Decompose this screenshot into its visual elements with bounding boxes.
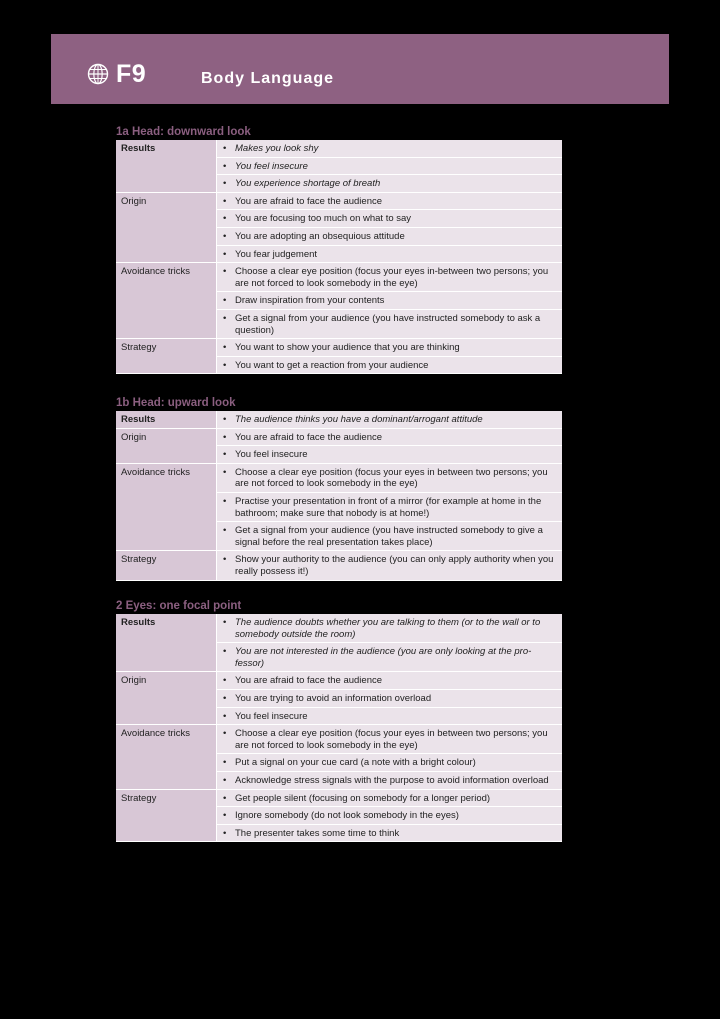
bullet-icon: • bbox=[223, 774, 227, 786]
item-text: Get people silent (focusing on somebody for a longer period) bbox=[235, 792, 491, 804]
info-table bbox=[116, 614, 562, 842]
bullet-icon: • bbox=[223, 710, 227, 722]
table-row bbox=[116, 429, 562, 447]
row-label: Avoidance tricks bbox=[116, 464, 217, 552]
list-item bbox=[217, 772, 562, 790]
list-item bbox=[217, 464, 562, 493]
row-label: Strategy bbox=[116, 551, 217, 580]
bullet-icon: • bbox=[223, 692, 227, 704]
item-text: You are focusing too much on what to say bbox=[235, 213, 412, 225]
table-row bbox=[116, 672, 562, 690]
item-text: You experience shortage of breath bbox=[235, 178, 381, 190]
row-label: Origin bbox=[116, 672, 217, 725]
row-label: Results bbox=[116, 140, 217, 193]
table-row bbox=[116, 263, 562, 292]
bullet-icon: • bbox=[223, 792, 227, 804]
row-label: Results bbox=[116, 411, 217, 429]
item-text: Get a signal from your audience (you have instructed somebody to ask a question) bbox=[235, 312, 541, 336]
bullet-icon: • bbox=[223, 213, 227, 225]
bullet-icon: • bbox=[223, 617, 227, 628]
bullet-icon: • bbox=[223, 554, 227, 566]
item-text: You are trying to avoid an information overload bbox=[235, 692, 432, 704]
item-text: You are afraid to face the audience bbox=[235, 195, 383, 207]
item-text: You want to show your audience that you are thinking bbox=[235, 342, 460, 354]
bullet-icon: • bbox=[223, 728, 227, 740]
item-text: Makes you look shy bbox=[235, 143, 319, 154]
section-eyes-focal-point bbox=[116, 599, 562, 842]
item-text: You want to get a reaction from your audience bbox=[235, 359, 429, 371]
bullet-icon: • bbox=[223, 495, 227, 507]
item-text: Put a signal on your cue card (a note with a bright colour) bbox=[235, 757, 476, 769]
bullet-icon: • bbox=[223, 827, 227, 839]
bullet-icon: • bbox=[223, 810, 227, 822]
bullet-icon: • bbox=[223, 359, 227, 371]
table-row bbox=[116, 790, 562, 808]
row-label: Strategy bbox=[116, 339, 217, 374]
list-item bbox=[217, 790, 562, 808]
list-item bbox=[217, 292, 562, 310]
item-text: You fear judgement bbox=[235, 248, 318, 260]
row-label: Avoidance tricks bbox=[116, 725, 217, 789]
list-item bbox=[217, 175, 562, 193]
item-text: The presenter takes some time to think bbox=[235, 827, 400, 839]
info-table bbox=[116, 140, 562, 374]
table-row bbox=[116, 411, 562, 429]
list-item bbox=[217, 672, 562, 690]
list-item bbox=[217, 140, 562, 158]
item-text: Get a signal from your audience (you have instructed somebody to give a signal before the real presentation takes place) bbox=[235, 525, 543, 548]
list-item bbox=[217, 708, 562, 726]
item-text: Draw inspiration from your contents bbox=[235, 295, 385, 307]
bullet-icon: • bbox=[223, 757, 227, 769]
bullet-icon: • bbox=[223, 195, 227, 207]
item-text: Ignore somebody (do not look somebody in the eyes) bbox=[235, 810, 459, 822]
item-text: Choose a clear eye position (focus your eyes in between two persons; you are not forced to look somebody in the eye) bbox=[235, 466, 548, 490]
list-item bbox=[217, 310, 562, 339]
row-label: Origin bbox=[116, 193, 217, 263]
row-label: Avoidance tricks bbox=[116, 263, 217, 339]
page-header bbox=[51, 34, 669, 104]
bullet-icon: • bbox=[223, 675, 227, 687]
bullet-icon: • bbox=[223, 230, 227, 242]
item-text: The audience doubts whether you are talking to them (or to the wall or to somebody outside the room) bbox=[235, 617, 541, 640]
table-row bbox=[116, 140, 562, 158]
section-code: F9 bbox=[116, 60, 147, 88]
bullet-icon: • bbox=[223, 248, 227, 260]
list-item bbox=[217, 754, 562, 772]
item-text: You are adopting an obsequious attitude bbox=[235, 230, 405, 242]
list-item bbox=[217, 246, 562, 264]
list-item bbox=[217, 429, 562, 447]
bullet-icon: • bbox=[223, 449, 227, 461]
row-label: Results bbox=[116, 614, 217, 672]
globe-icon bbox=[87, 63, 109, 85]
list-item bbox=[217, 725, 562, 754]
page-title: Body Language bbox=[201, 70, 335, 87]
list-item bbox=[217, 643, 562, 672]
table-row bbox=[116, 339, 562, 357]
list-item bbox=[217, 339, 562, 357]
bullet-icon: • bbox=[223, 342, 227, 354]
bullet-icon: • bbox=[223, 466, 227, 478]
table-row bbox=[116, 614, 562, 643]
list-item bbox=[217, 263, 562, 292]
bullet-icon: • bbox=[223, 295, 227, 307]
row-label: Strategy bbox=[116, 790, 217, 843]
table-row bbox=[116, 725, 562, 754]
list-item bbox=[217, 411, 562, 429]
bullet-icon: • bbox=[223, 525, 227, 537]
info-table bbox=[116, 411, 562, 581]
list-item bbox=[217, 357, 562, 375]
item-text: Acknowledge stress signals with the purpose to avoid information overload bbox=[235, 774, 549, 786]
item-text: You feel insecure bbox=[235, 449, 308, 461]
row-label: Origin bbox=[116, 429, 217, 464]
item-text: Show your authority to the audience (you can only apply authority when you really possess it!) bbox=[235, 554, 554, 577]
section-title: 1a Head: downward look bbox=[116, 126, 251, 138]
item-text: Choose a clear eye position (focus your eyes in-between two persons; you are not forced to look somebody in the eye) bbox=[235, 266, 549, 289]
bullet-icon: • bbox=[223, 431, 227, 443]
table-row bbox=[116, 193, 562, 211]
item-text: Choose a clear eye position (focus your eyes in between two persons; you are not forced to look somebody in the eye) bbox=[235, 728, 548, 751]
list-item bbox=[217, 690, 562, 708]
item-text: You are afraid to face the audience bbox=[235, 431, 383, 443]
item-text: The audience thinks you have a dominant/arrogant attitude bbox=[235, 414, 483, 425]
item-text: You are not interested in the audience (you are only looking at the pro-fessor) bbox=[235, 646, 532, 669]
list-item bbox=[217, 228, 562, 246]
list-item bbox=[217, 551, 562, 580]
table-row bbox=[116, 551, 562, 580]
list-item bbox=[217, 446, 562, 464]
list-item bbox=[217, 493, 562, 522]
bullet-icon: • bbox=[223, 414, 227, 425]
bullet-icon: • bbox=[223, 312, 227, 324]
item-text: You are afraid to face the audience bbox=[235, 675, 383, 687]
bullet-icon: • bbox=[223, 646, 227, 658]
bullet-icon: • bbox=[223, 178, 227, 190]
item-text: You feel insecure bbox=[235, 710, 308, 722]
item-text: Practise your presentation in front of a mirror (for example at home in the bathroom; make sure that nobody is at home!) bbox=[235, 495, 542, 519]
section-title: 2 Eyes: one focal point bbox=[116, 600, 242, 612]
list-item bbox=[217, 807, 562, 825]
list-item bbox=[217, 210, 562, 228]
section-head-downward bbox=[116, 125, 562, 374]
list-item bbox=[217, 522, 562, 551]
list-item bbox=[217, 614, 562, 643]
item-text: You feel insecure bbox=[235, 160, 308, 172]
bullet-icon: • bbox=[223, 143, 227, 154]
list-item bbox=[217, 825, 562, 843]
table-row bbox=[116, 464, 562, 493]
bullet-icon: • bbox=[223, 266, 227, 278]
list-item bbox=[217, 158, 562, 176]
list-item bbox=[217, 193, 562, 211]
section-head-upward bbox=[116, 396, 562, 581]
section-title: 1b Head: upward look bbox=[116, 397, 236, 409]
bullet-icon: • bbox=[223, 160, 227, 172]
